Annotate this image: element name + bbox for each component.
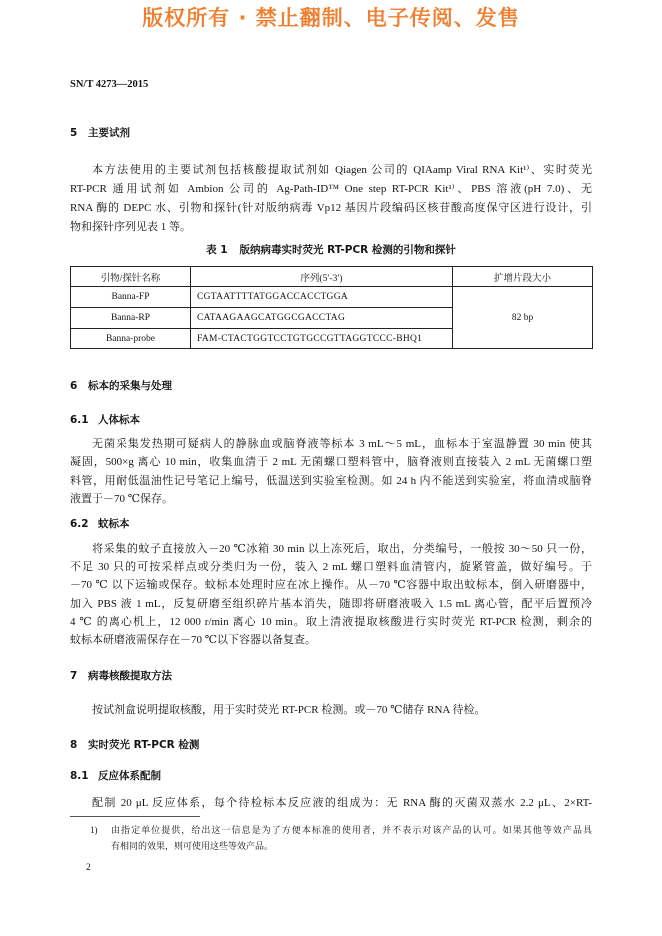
amplicon-size-cell: 82 bp	[453, 287, 593, 349]
table-label: 表 1	[206, 244, 228, 256]
section-title: 标本的采集与处理	[88, 380, 172, 392]
text-line: 有相同的效果，则可使用这些等效产品。	[111, 841, 274, 851]
section-number: 8	[70, 739, 78, 751]
text-line: 无菌采集发热期可疑病人的静脉血或脑脊液等标本 3 mL～5 mL，血标本于室温静置 30 min 使其	[92, 438, 592, 450]
section-7-heading	[70, 667, 172, 685]
section-title: 蚊标本	[98, 518, 130, 530]
section-6-heading	[70, 377, 172, 395]
page-number: 2	[86, 863, 91, 873]
section-5-paragraph	[70, 161, 592, 237]
column-header-sequence: 序列(5′-3′)	[191, 267, 453, 287]
standard-number-header: SN/T 4273—2015	[70, 79, 149, 90]
text-line: 配制 20 μL 反应体系，每个待检标本反应液的组成为：无 RNA 酶的灭菌双蒸水 2.2 μL、2×RT-	[92, 797, 592, 809]
copyright-watermark: 版权所有 · 禁止翻制、电子传阅、发售	[142, 6, 520, 30]
footnote-marker: 1)	[90, 825, 98, 835]
text-line: －70 ℃ 以下运输或保存。蚊标本处理时应在冰上操作。从－70 ℃容器中取出蚊标本，倒入研磨器中，	[70, 579, 592, 592]
footnote-text	[111, 822, 592, 854]
text-line: RNA 酶的 DEPC 水、引物和探针(针对版纳病毒 Vp12 基因片段编码区核苷酸高度保守区进行设计，引	[70, 202, 592, 214]
sequence-cell: CGTAATTTTATGGACCACCTGGA	[191, 287, 453, 308]
probe-name-cell: Banna-probe	[71, 329, 191, 349]
section-6-2-heading	[70, 515, 130, 533]
text-line: RT-PCR 通用试剂如 Ambion 公司的 Ag-Path-ID™ One step RT-PCR Kit¹⁾、PBS 溶液(pH 7.0)、无	[70, 183, 592, 195]
text-line: 液置于－70 ℃保存。	[70, 493, 174, 506]
sequence-cell: FAM-CTACTGGTCCTGTGCCGTTAGGTCCC-BHQ1	[191, 329, 453, 349]
section-8-1-paragraph	[70, 794, 592, 812]
footnote-separator	[70, 816, 200, 817]
table-title: 版纳病毒实时荧光 RT-PCR 检测的引物和探针	[239, 244, 456, 256]
section-number: 8.1	[70, 770, 89, 782]
text-line: 本方法使用的主要试剂包括核酸提取试剂如 Qiagen 公司的 QIAamp Viral RNA Kit¹⁾、实时荧光	[92, 164, 592, 176]
section-number: 7	[70, 670, 78, 682]
table-header-row	[71, 267, 593, 287]
section-number: 6.1	[70, 414, 89, 426]
section-number: 5	[70, 127, 78, 139]
section-7-paragraph	[70, 701, 592, 719]
text-line: 凝固，500×g 离心 10 min，收集血清于 2 mL 无菌螺口塑料管中，脑脊液则直接装入 2 mL 无菌螺口塑	[70, 456, 592, 469]
section-title: 人体标本	[98, 414, 140, 426]
section-8-1-heading	[70, 767, 161, 785]
text-line: 蚊标本研磨液需保存在－70 ℃以下容器以备复查。	[70, 634, 317, 647]
section-number: 6.2	[70, 518, 89, 530]
section-number: 6	[70, 380, 78, 392]
section-6-2-paragraph	[70, 540, 592, 649]
section-8-heading	[70, 736, 199, 754]
table-caption	[0, 241, 662, 259]
section-5-heading	[70, 124, 130, 142]
text-line: 4 ℃ 的离心机上，12 000 r/min 离心 10 min。取上清液提取核酸进行实时荧光 RT-PCR 检测，剩余的	[70, 615, 592, 628]
section-title: 反应体系配制	[98, 770, 161, 782]
text-line: 将采集的蚊子直接放入－20 ℃冰箱 30 min 以上冻死后，取出，分类编号，一般按 30～50 只一份，	[92, 543, 592, 555]
text-line: 料管，用耐低温油性记号笔记上编号，低温送到实验室检测。如 24 h 内不能送到实验室，将血清或脑脊	[70, 474, 592, 487]
text-line: 按试剂盒说明提取核酸，用于实时荧光 RT-PCR 检测。或－70 ℃储存 RNA 待检。	[92, 704, 486, 716]
section-title: 实时荧光 RT-PCR 检测	[88, 739, 200, 751]
sequence-cell: CATAAGAAGCATGGCGACCTAG	[191, 308, 453, 329]
text-line: 由指定单位提供，给出这一信息是为了方便本标准的使用者，并不表示对该产品的认可。如果其他等效产品具	[111, 825, 592, 835]
text-line: 不足 30 只的可按采样点或分类归为一份，装入 2 mL 螺口塑料血清管内，旋紧管盖，做好编号。于	[70, 561, 592, 574]
section-6-1-paragraph	[70, 435, 592, 509]
primer-name-cell: Banna-FP	[71, 287, 191, 308]
table-row	[71, 287, 593, 308]
section-6-1-heading	[70, 411, 140, 429]
column-header-amplicon-size: 扩增片段大小	[453, 267, 593, 287]
section-title: 主要试剂	[88, 127, 130, 139]
column-header-name: 引物/探针名称	[71, 267, 191, 287]
text-line: 加入 PBS 液 1 mL，反复研磨至组织碎片基本消失，随即将研磨液吸入 1.5 mL 离心管，配平后置预冷	[70, 597, 592, 610]
section-title: 病毒核酸提取方法	[88, 670, 172, 682]
primer-name-cell: Banna-RP	[71, 308, 191, 329]
primer-probe-table	[70, 266, 593, 349]
text-line: 物和探针序列见表 1 等。	[70, 221, 191, 233]
